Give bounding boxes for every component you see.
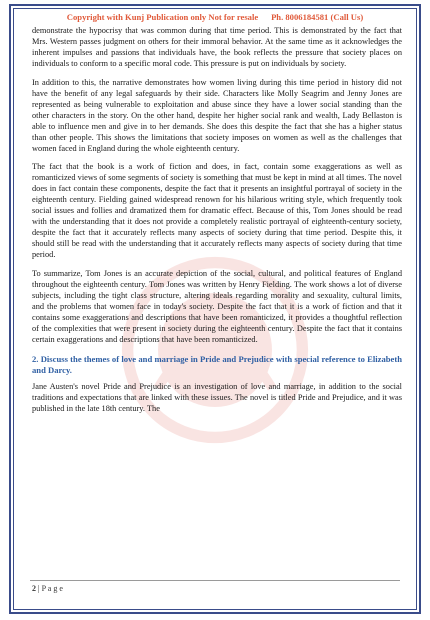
footer-separator: | [36,584,42,593]
paragraph: demonstrate the hypocrisy that was common during that time period. This is demonstrated by the fact that Mrs. Western passes judgment on others for their immoral behavior. At the same time as it acknowledges the inherent impulses and passions that individuals have, the book reflects the pressure that society places on individuals to conform to a specific moral code. This pressure is put on individuals by society. [32,26,402,68]
paragraph: In addition to this, the narrative demonstrates how women living during this time period in history did not have the benefit of any legal safeguards by their side. Characters like Molly Seagrim and Jenny Jones are represented as being vulnerable to exploitation and abuse since they have a lower social standing than the other characters in the story. On the other hand, despite her higher social rank and wealth, Lady Bellaston is able to influence men and give in to her demands. She does this despite the fact that she has a higher status than other people. This shows the limitations that society imposes on women as well as the challenges that women faced in England during the whole eighteenth century. [32,77,402,153]
page-content [32,26,402,423]
page-label: P a g e [41,584,63,593]
paragraph: To summarize, Tom Jones is an accurate depiction of the social, cultural, and political features of England throughout the eighteenth century. Tom Jones was written by Henry Fielding. The work shows a lot of diverse subjects, including the tight class structure, altering ideals regarding morality and sexuality, cultural limits, and the problems that women face in today's society. Despite the fact that it is a work of fiction and that it contains some exaggerations and descriptions that have been romanticized, it provides a thoughtful reflection of the complexities that were present in society during the eighteenth century. Despite the fact that it contains certain exaggerations and descriptions that have been romanticized. [32,269,402,344]
footer-divider [30,580,400,581]
paragraph: The fact that the book is a work of fiction and does, in fact, contain some exaggerations as well as romanticized views of some segments of society is something that must be kept in mind at all times. The novel does in fact contain these components, despite the fact that it presents an insightful portrayal of society in the eighteenth century. Fielding gained widespread renown for his hilarious writing style, which frequently took social issues and follies and dramatized them for dramatic effect. Because of this, Tom Jones should be read with the understanding that it does not provide a completely realistic portrayal of eighteenth-century society, despite the fact that it accurately reflects many aspects of society during that time period. Despite this, it should still be read with the understanding that it accurately reflects many aspects of society during that time period. [32,162,402,260]
page-number: 2 [32,584,36,593]
question-heading: 2. Discuss the themes of love and marriage in Pride and Prejudice with special reference to Elizabeth and Darcy. [32,353,402,375]
page-footer [32,584,63,593]
header-copyright: Copyright with Kunj Publication only Not for resale [66,12,259,22]
header-phone: Ph. 8006184581 (Call Us) [271,12,364,22]
answer-paragraph: Jane Austen's novel Pride and Prejudice is an investigation of love and marriage, in addition to the social traditions and expectations that are linked with these issues. The novel is titled Pride and Prejudice, and it was published in the late 18th century. The [32,381,402,413]
page-header [0,12,430,22]
